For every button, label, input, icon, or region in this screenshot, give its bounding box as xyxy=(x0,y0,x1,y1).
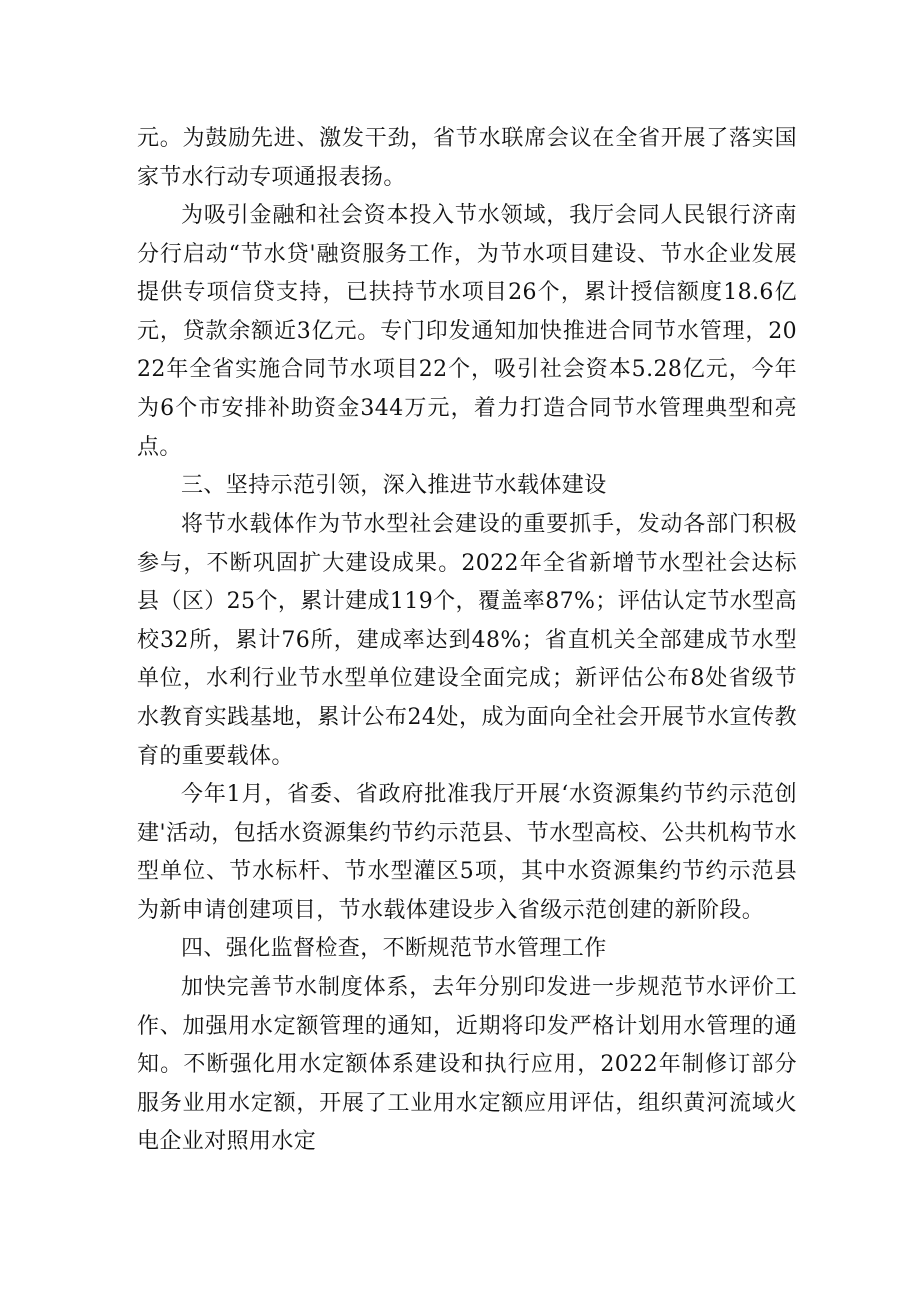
paragraph-demonstration: 今年1月，省委、省政府批准我厅开展‘水资源集约节约示范创建'活动，包括水资源集约节约示范县、节水型高校、公共机构节水型单位、节水标杆、节水型灌区5项，其中水资源集约节约示范县为新申请创建项目，节水载体建设步入省级示范创建的新阶段。 xyxy=(137,782,797,923)
paragraph-continuation: 元。为鼓励先进、激发干劲，省节水联席会议在全省开展了落实国家节水行动专项通报表扬。 xyxy=(137,126,797,190)
paragraph-carrier-construction: 将节水载体作为节水型社会建设的重要抓手，发动各部门积极参与，不断巩固扩大建设成果。2022年全省新增节水型社会达标县（区）25个，累计建成119个，覆盖率87%；评估认定节水型高校32所，累计76所，建成率达到48%；省直机关全部建成节水型单位，水利行业节水型单位建设全面完成；新评估公布8处省级节水教育实践基地，累计公布24处，成为面向全社会开展节水宣传教育的重要载体。 xyxy=(137,512,797,769)
section-heading-four: 四、强化监督检查，不断规范节水管理工作 xyxy=(181,936,607,961)
paragraph-financing: 为吸引金融和社会资本投入节水领域，我厅会同人民银行济南分行启动“节水贷'融资服务工作，为节水项目建设、节水企业发展提供专项信贷支持，已扶持节水项目26个，累计授信额度18.6亿元，贷款余额近3亿元。专门印发通知加快推进合同节水管理，2022年全省实施合同节水项目22个，吸引社会资本5.28亿元，今年为6个市安排补助资金344万元，着力打造合同节水管理典型和亮点。 xyxy=(137,203,797,460)
paragraph-supervision: 加快完善节水制度体系，去年分别印发进一步规范节水评价工作、加强用水定额管理的通知，近期将印发严格计划用水管理的通知。不断强化用水定额体系建设和执行应用，2022年制修订部分服务业用水定额，开展了工业用水定额应用评估，组织黄河流域火电企业对照用水定 xyxy=(137,975,797,1155)
section-heading-three: 三、坚持示范引领，深入推进节水载体建设 xyxy=(181,473,607,498)
